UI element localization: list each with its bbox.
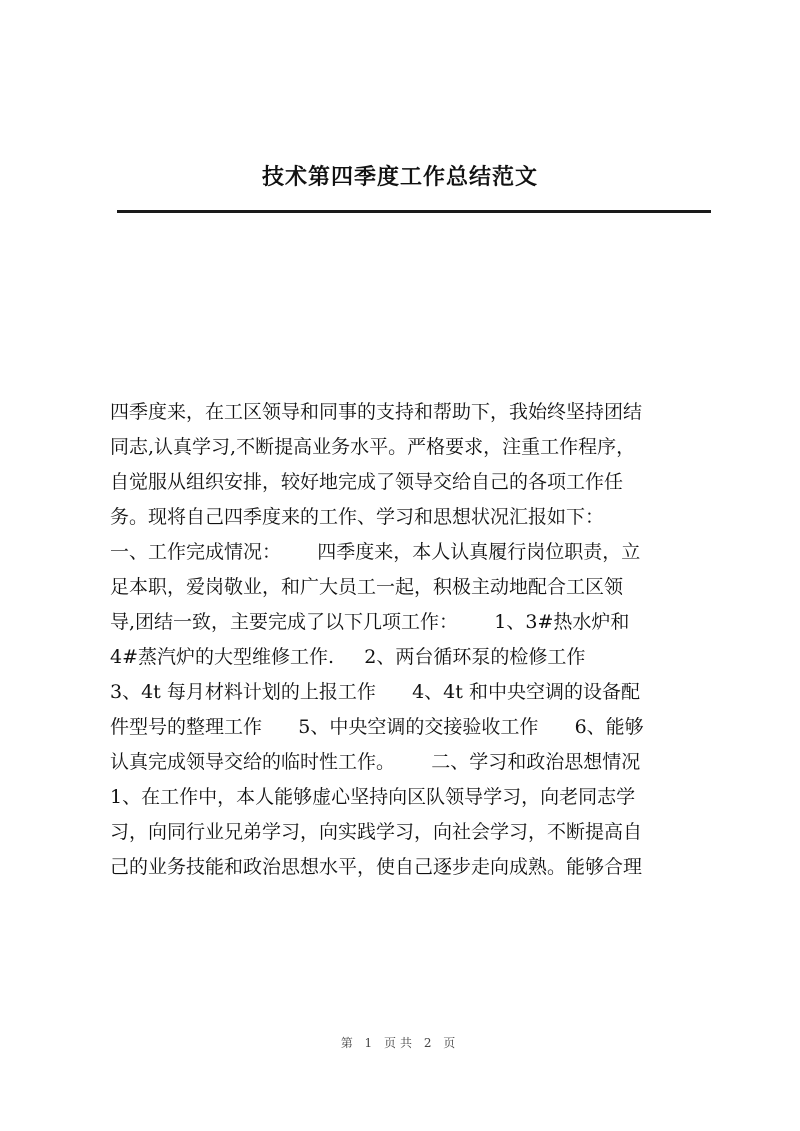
- document-title: 技术第四季度工作总结范文: [261, 164, 538, 190]
- body-line: 导,团结一致，主要完成了以下几项工作： 1、3#热水炉和: [110, 611, 630, 633]
- body-line: 4#蒸汽炉的大型维修工作. 2、两台循环泵的检修工作: [110, 646, 586, 668]
- body-line: 件型号的整理工作 5、中央空调的交接验收工作 6、能够: [110, 716, 644, 738]
- body-line: 己的业务技能和政治思想水平，使自己逐步走向成熟。能够合理: [110, 856, 643, 878]
- body-line: 足本职，爱岗敬业，和广大员工一起，积极主动地配合工区领: [110, 576, 624, 598]
- body-line: 务。现将自己四季度来的工作、学习和思想状况汇报如下：: [110, 506, 605, 528]
- document-body: [110, 395, 710, 885]
- body-line: 自觉服从组织安排，较好地完成了领导交给自己的各项工作任: [110, 471, 624, 493]
- body-line: 同志,认真学习,不断提高业务水平。严格要求，注重工作程序，: [110, 436, 636, 458]
- page-number-footer: 第 1 页共 2 页: [340, 1036, 460, 1050]
- title-underline: [117, 210, 711, 213]
- body-line: 一、工作完成情况： 四季度来，本人认真履行岗位职责，立: [110, 541, 641, 563]
- body-line: 认真完成领导交给的临时性工作。 二、学习和政治思想情况: [110, 751, 641, 773]
- body-line: 1、在工作中，本人能够虚心坚持向区队领导学习，向老同志学: [110, 786, 636, 808]
- body-line: 习，向同行业兄弟学习，向实践学习，向社会学习，不断提高自: [110, 821, 643, 843]
- body-line: 3、4t 每月材料计划的上报工作 4、4t 和中央空调的设备配: [110, 681, 640, 703]
- body-line: 四季度来，在工区领导和同事的支持和帮助下，我始终坚持团结: [110, 401, 643, 423]
